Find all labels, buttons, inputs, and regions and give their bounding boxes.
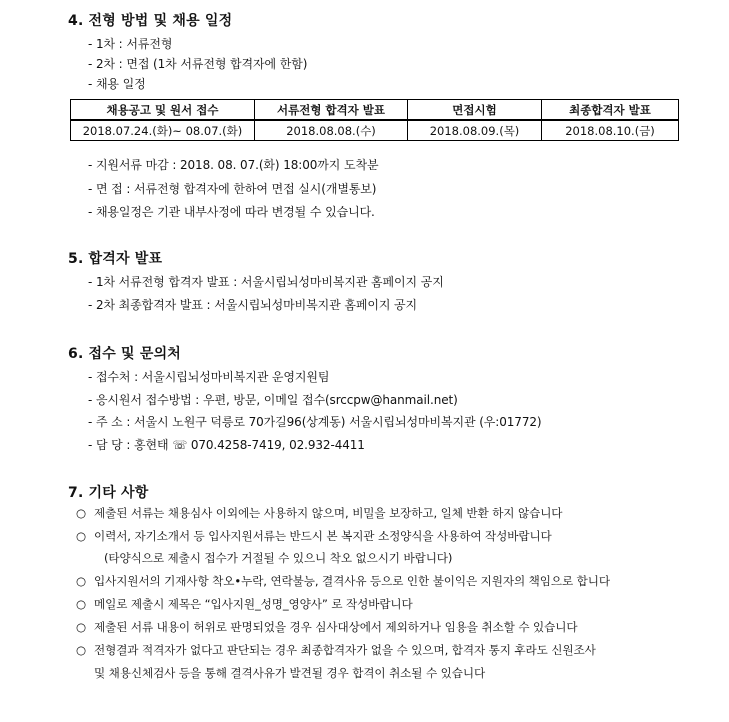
table-header-cell: 서류전형 합격자 발표 <box>255 100 408 121</box>
list-item: - 채용 일정 <box>88 77 146 91</box>
list-item-text: 입사지원서의 기재사항 착오•누락, 연락불능, 결격사유 등으로 인한 불이익은 지원자의 책임으로 합니다 <box>94 574 610 588</box>
list-item-text: 제출된 서류는 채용심사 이외에는 사용하지 않으며, 비밀을 보장하고, 일체 반환 하지 않습니다 <box>94 506 563 520</box>
circle-bullet-icon: ○ <box>76 643 87 657</box>
circle-bullet-icon: ○ <box>76 574 87 588</box>
list-item: - 담 당 : 홍현태 ☏ 070.4258-7419, 02.932-4411 <box>88 438 365 452</box>
list-item: - 접수처 : 서울시립뇌성마비복지관 운영지원팀 <box>88 370 330 384</box>
list-item <box>76 573 610 589</box>
table-header-cell: 면접시험 <box>408 100 542 121</box>
list-item: - 2차 최종합격자 발표 : 서울시립뇌성마비복지관 홈페이지 공지 <box>88 298 418 312</box>
list-item-text: 제출된 서류 내용이 허위로 판명되었을 경우 심사대상에서 제외하거나 임용을 취소할 수 있습니다 <box>94 620 578 634</box>
list-item <box>76 642 596 658</box>
list-item-continuation: 및 채용신체검사 등을 통해 결격사유가 발견될 경우 합격이 취소될 수 있습니다 <box>94 666 486 680</box>
list-item: - 지원서류 마감 : 2018. 08. 07.(화) 18:00까지 도착분 <box>88 158 379 172</box>
table-cell: 2018.08.10.(금) <box>542 120 679 141</box>
table-cell: 2018.08.08.(수) <box>255 120 408 141</box>
table-header-row <box>71 100 679 121</box>
table-header-cell: 채용공고 및 원서 접수 <box>71 100 255 121</box>
list-item: - 1차 : 서류전형 <box>88 37 173 51</box>
section-heading-5: 5. 합격자 발표 <box>68 251 163 267</box>
section-heading-7: 7. 기타 사항 <box>68 485 149 501</box>
list-item: - 2차 : 면접 (1차 서류전형 합격자에 한함) <box>88 57 308 71</box>
list-item <box>76 528 552 544</box>
list-item-continuation: (타양식으로 제출시 접수가 거절될 수 있으니 착오 없으시기 바랍니다) <box>104 551 453 565</box>
list-item: - 주 소 : 서울시 노원구 덕릉로 70가길96(상계동) 서울시립뇌성마비복지관 (우:01772) <box>88 415 542 429</box>
table-cell: 2018.07.24.(화)~ 08.07.(화) <box>71 120 255 141</box>
list-item <box>76 505 562 521</box>
circle-bullet-icon: ○ <box>76 597 87 611</box>
table-header-cell: 최종합격자 발표 <box>542 100 679 121</box>
circle-bullet-icon: ○ <box>76 506 87 520</box>
table-row <box>71 120 679 141</box>
circle-bullet-icon: ○ <box>76 620 87 634</box>
list-item-text: 이력서, 자기소개서 등 입사지원서류는 반드시 본 복지관 소정양식을 사용하여 작성바랍니다 <box>94 529 552 543</box>
list-item-text: 메일로 제출시 제목은 “입사지원_성명_영양사” 로 작성바랍니다 <box>94 597 413 611</box>
schedule-table <box>70 99 679 141</box>
table-cell: 2018.08.09.(목) <box>408 120 542 141</box>
list-item <box>76 596 413 612</box>
list-item: - 채용일정은 기관 내부사정에 따라 변경될 수 있습니다. <box>88 205 375 219</box>
list-item: - 면 접 : 서류전형 합격자에 한하여 면접 실시(개별통보) <box>88 182 377 196</box>
section-heading-4: 4. 전형 방법 및 채용 일정 <box>68 13 233 29</box>
list-item-text: 전형결과 적격자가 없다고 판단되는 경우 최종합격자가 없을 수 있으며, 합격자 통지 후라도 신원조사 <box>94 643 596 657</box>
list-item: - 응시원서 접수방법 : 우편, 방문, 이메일 접수(srccpw@hanmail.net) <box>88 393 458 407</box>
section-heading-6: 6. 접수 및 문의처 <box>68 346 182 362</box>
list-item <box>76 619 577 635</box>
list-item: - 1차 서류전형 합격자 발표 : 서울시립뇌성마비복지관 홈페이지 공지 <box>88 275 444 289</box>
circle-bullet-icon: ○ <box>76 529 87 543</box>
